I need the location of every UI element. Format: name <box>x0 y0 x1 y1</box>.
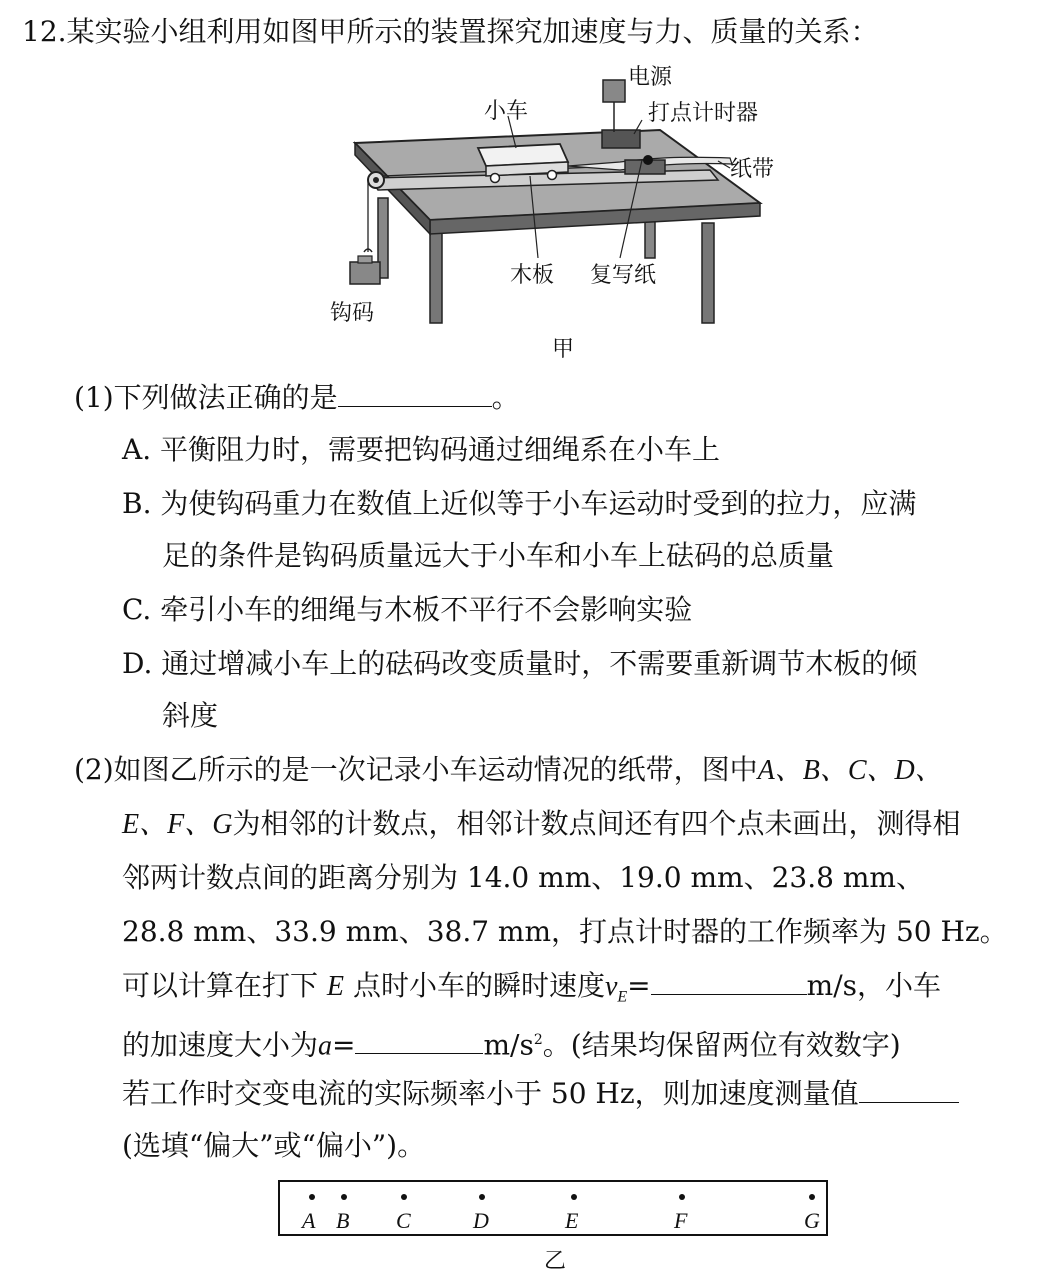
tape-label-g: G <box>804 1208 820 1233</box>
answer-blank-velocity[interactable] <box>651 968 807 995</box>
part1-prompt <box>74 380 520 416</box>
part2-line2 <box>122 806 960 843</box>
part2-line5 <box>122 968 941 1016</box>
label-power-supply: 电源 <box>628 65 673 90</box>
point-e: E <box>326 971 345 1002</box>
label-cart: 小车 <box>484 99 529 124</box>
figure-caption-jia: 甲 <box>552 337 575 362</box>
part1-text: (1)下列做法正确的是 <box>74 381 338 414</box>
label-paper-tape: 纸带 <box>730 157 775 182</box>
acceleration-unit: m/s <box>483 1028 534 1062</box>
part2-text: (2)如图乙所示的是一次记录小车运动情况的纸带，图中 <box>74 753 758 786</box>
question-text: 某实验小组利用如图甲所示的装置探究加速度与力、质量的关系： <box>66 15 879 48</box>
paper-tape-figure <box>278 1180 828 1236</box>
point-list: E、F、G <box>122 809 233 840</box>
velocity-unit: m/s，小车 <box>806 969 941 1002</box>
unit-exponent: 2 <box>533 1032 543 1048</box>
label-hook-weight: 钩码 <box>330 301 375 326</box>
tape-dot-g <box>809 1194 815 1200</box>
velocity-symbol: v <box>604 971 618 1002</box>
part1-end: 。 <box>491 381 520 414</box>
tape-label-c: C <box>396 1208 411 1233</box>
label-carbon-paper: 复写纸 <box>590 263 657 288</box>
part2-text: 若工作时交变电流的实际频率小于 50 Hz，则加速度测量值 <box>122 1077 859 1110</box>
option-d-line1: D. 通过增减小车上的砝码改变质量时，不需要重新调节木板的倾 <box>122 647 918 680</box>
tape-label-a: A <box>302 1208 316 1233</box>
tape-dot-d <box>479 1194 485 1200</box>
option-a: A. 平衡阻力时，需要把钩码通过细绳系在小车上 <box>122 433 721 466</box>
part2-line4: 28.8 mm、33.9 mm、38.7 mm，打点计时器的工作频率为 50 Hz。 <box>122 915 1008 948</box>
figure-caption-yi: 乙 <box>544 1249 567 1274</box>
part2-text: 。(结果均保留两位有效数字) <box>542 1028 901 1062</box>
option-b-line2: 足的条件是钩码质量远大于小车和小车上砝码的总质量 <box>162 539 835 572</box>
velocity-subscript: E <box>617 988 628 1006</box>
tape-dot-c <box>401 1194 407 1200</box>
part2-line1 <box>74 752 943 789</box>
tape-dot-b <box>341 1194 347 1200</box>
equals-sign: = <box>627 969 651 1002</box>
part2-line3: 邻两计数点间的距离分别为 14.0 mm、19.0 mm、23.8 mm、 <box>122 861 924 894</box>
part2-line8: (选填“偏大”或“偏小”)。 <box>122 1129 426 1162</box>
tape-dot-f <box>679 1194 685 1200</box>
part2-line7 <box>122 1076 959 1112</box>
answer-blank-measurement[interactable] <box>859 1076 959 1103</box>
question-stem <box>22 14 879 50</box>
label-board: 木板 <box>510 263 555 288</box>
option-d-line2: 斜度 <box>162 699 219 732</box>
option-c: C. 牵引小车的细绳与木板不平行不会影响实验 <box>122 593 693 626</box>
answer-blank-acceleration[interactable] <box>355 1027 483 1054</box>
part2-line6 <box>122 1022 901 1064</box>
tape-label-d: D <box>473 1208 489 1233</box>
option-b-line1: B. 为使钩码重力在数值上近似等于小车运动时受到的拉力，应满 <box>122 487 917 520</box>
tape-label-b: B <box>336 1208 350 1233</box>
part2-text: 为相邻的计数点，相邻计数点间还有四个点未画出，测得相 <box>232 807 961 840</box>
label-timer: 打点计时器 <box>648 101 759 126</box>
tape-dot-a <box>309 1194 315 1200</box>
acceleration-symbol: a <box>318 1030 333 1062</box>
tape-label-f: F <box>674 1208 688 1233</box>
part2-text: 点时小车的瞬时速度 <box>352 969 605 1002</box>
part2-text: 的加速度大小为 <box>122 1028 319 1062</box>
part2-text: 可以计算在打下 <box>122 969 319 1002</box>
answer-blank-1[interactable] <box>338 380 492 407</box>
question-number: 12. <box>22 15 67 48</box>
tape-dot-e <box>571 1194 577 1200</box>
point-list: A、B、C、D、 <box>757 755 943 786</box>
equals-sign: = <box>332 1028 356 1062</box>
tape-label-e: E <box>565 1208 579 1233</box>
